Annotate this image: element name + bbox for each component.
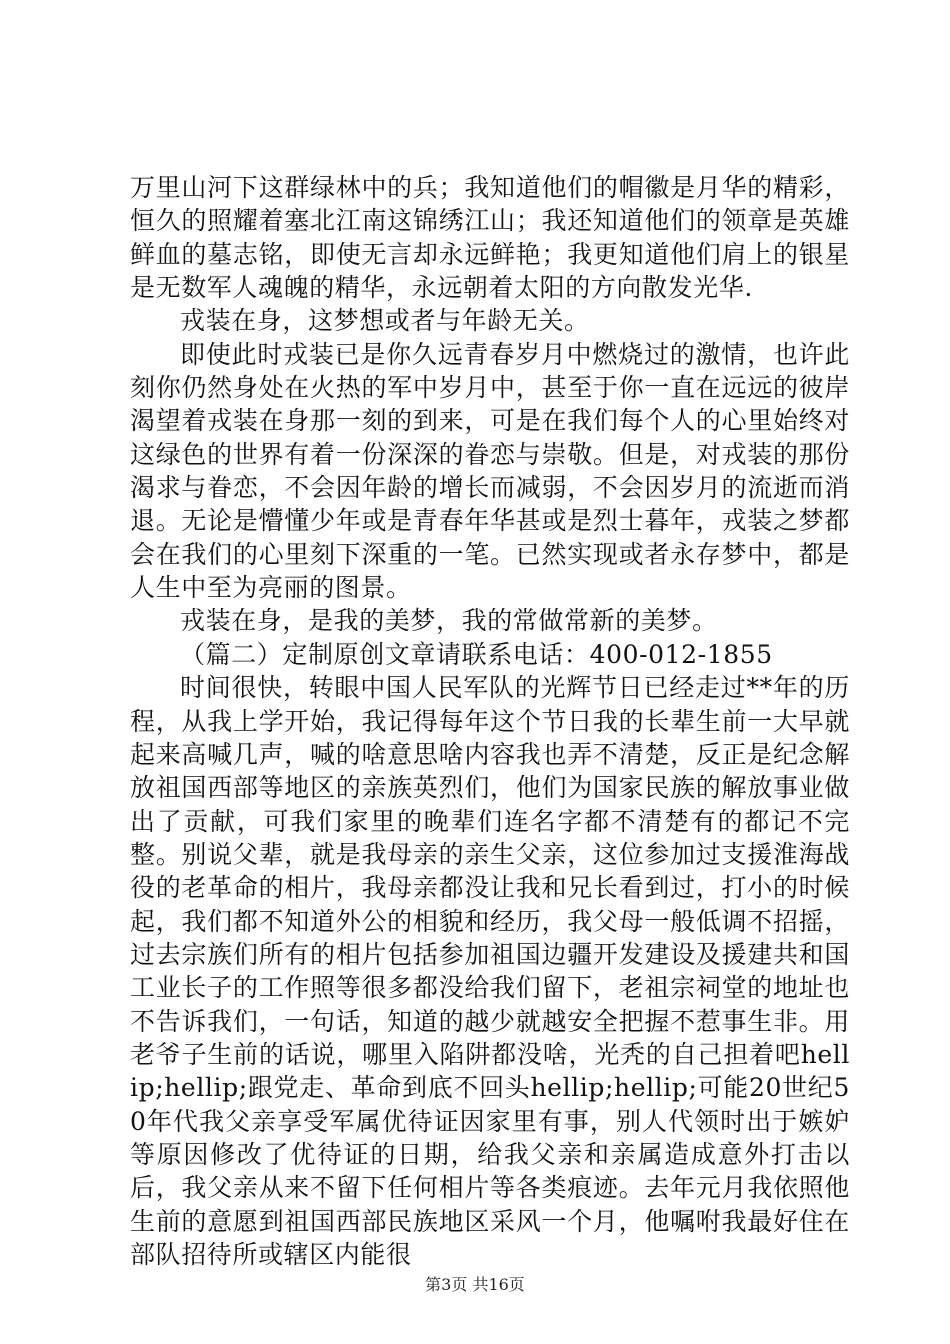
page-number-footer: 第3页 共16页 [425, 1275, 525, 1294]
paragraph-continuation: 万里山河下这群绿林中的兵；我知道他们的帽徽是月华的精彩，恒久的照耀着塞北江南这锦绣江山；我还知道他们的领章是英雄鲜血的墓志铭，即使无言却永远鲜艳；我更知道他们肩上的银星是无数军人魂魄的精华，永远朝着太阳的方向散发光华. [130, 173, 850, 303]
paragraph-passion: 即使此时戎装已是你久远青春岁月中燃烧过的激情，也许此刻你仍然身处在火热的军中岁月中，甚至于你一直在远远的彼岸渴望着戎装在身那一刻的到来，可是在我们每个人的心里始终对这绿色的世界有着一份深深的眷恋与崇敬。但是，对戎装的那份渴求与眷恋，不会因年龄的增长而减弱，不会因岁月的流逝而消退。无论是懵懂少年或是青春年华甚或是烈士暮年，戎装之梦都会在我们的心里刻下深重的一笔。已然实现或者永存梦中，都是人生中至为亮丽的图景。 [130, 339, 850, 603]
document-body [130, 171, 850, 1271]
paragraph-dream-age: 戎装在身，这梦想或者与年龄无关。 [180, 306, 590, 336]
section-heading-part-two: （篇二）定制原创文章请联系电话：400-012-1855 [180, 639, 773, 669]
paragraph-time-flies: 时间很快，转眼中国人民军队的光辉节日已经走过**年的历程，从我上学开始，我记得每年这个节日我的长辈生前一大早就起来高喊几声，喊的啥意思啥内容我也弄不清楚，反正是纪念解放祖国西部等地区的亲族英烈们，他们为国家民族的解放事业做出了贡献，可我们家里的晚辈们连名字都不清楚有的都记不完整。别说父辈，就是我母亲的亲生父亲，这位参加过支援淮海战役的老革命的相片，我母亲都没让我和兄长看到过，打小的时候起，我们都不知道外公的相貌和经历，我父母一般低调不招摇，过去宗族们所有的相片包括参加祖国边疆开发建设及援建共和国工业长子的工作照等很多都没给我们留下，老祖宗祠堂的地址也不告诉我们，一句话，知道的越少就越安全把握不惹事生非。用老爷子生前的话说，哪里入陷阱都没啥，光秃的自己担着吧hellip;hellip;跟党走、革命到底不回头hellip;hellip;可能20世纪50年代我父亲享受军属优待证因家里有事，别人代领时出于嫉妒等原因修改了优待证的日期，给我父亲和亲属造成意外打击以后，我父亲从来不留下任何相片等各类痕迹。去年元月我依照他生前的意愿到祖国西部民族地区采风一个月，他嘱咐我最好住在部队招待所或辖区内能很 [130, 673, 850, 1269]
paragraph-my-dream: 戎装在身，是我的美梦，我的常做常新的美梦。 [180, 606, 718, 636]
